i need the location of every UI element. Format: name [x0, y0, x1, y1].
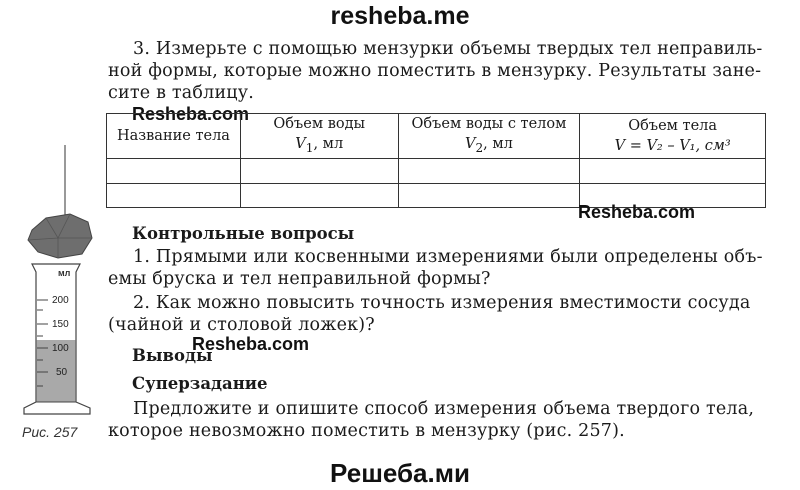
- tick-label: 150: [52, 319, 69, 330]
- watermark-2: Resheba.com: [578, 202, 696, 222]
- conclusions-heading: Выводы: [132, 346, 213, 365]
- table-cell[interactable]: [240, 183, 398, 208]
- table-cell[interactable]: [398, 183, 580, 208]
- super-task-line-1: Предложите и опишите способ измерения объема твердого тела,: [133, 399, 755, 419]
- question-2-line-1: 2. Как можно повысить точность измерения вместимости сосуда: [133, 293, 751, 313]
- question-2-line-2: (чайной и столовой ложек)?: [108, 315, 375, 335]
- control-heading: Контрольные вопросы: [132, 224, 355, 243]
- header-body-volume: Объем тела V = V₂ – V₁, см³: [580, 114, 766, 159]
- task-line-1: 3. Измерьте с помощью мензурки объемы твердых тел неправиль-: [133, 39, 763, 59]
- header-water-volume: Объем воды $V_1$, мл: [240, 114, 398, 159]
- site-title-top: resheba.me: [330, 2, 470, 30]
- results-table: [106, 113, 766, 208]
- tick-label: 50: [56, 367, 68, 378]
- tick-label: 100: [52, 343, 69, 354]
- header-water-with-body: Объем воды с телом $V_2$, мл: [398, 114, 580, 159]
- tick-label: 200: [52, 295, 69, 306]
- watermark-3: Resheba.com: [192, 334, 310, 354]
- table-cell[interactable]: [580, 159, 766, 184]
- super-task-heading: Суперзадание: [132, 374, 268, 393]
- question-1-line-1: 1. Прямыми или косвенными измерениями были определены объ-: [133, 247, 763, 267]
- table-cell[interactable]: [107, 159, 241, 184]
- header-body-name: Название тела: [107, 114, 241, 159]
- table-header-row: [107, 114, 766, 159]
- task-line-3: сите в таблицу.: [108, 83, 255, 103]
- table-row: [107, 159, 766, 184]
- watermark-1: Resheba.com: [132, 104, 250, 124]
- figure-measuring-cylinder: [18, 140, 108, 420]
- table-cell[interactable]: [240, 159, 398, 184]
- super-task-line-2: которое невозможно поместить в мензурку (рис. 257).: [108, 421, 625, 441]
- table-cell[interactable]: [107, 183, 241, 208]
- table-cell[interactable]: [398, 159, 580, 184]
- site-title-bottom: Решеба.ми: [330, 458, 470, 488]
- stone-icon: [28, 214, 92, 258]
- figure-caption: Рис. 257: [22, 424, 78, 440]
- question-1-line-2: емы бруска и тел неправильной формы?: [108, 269, 491, 289]
- task-line-2: ной формы, которые можно поместить в мензурку. Результаты зане-: [108, 61, 762, 81]
- unit-label: мл: [58, 268, 71, 278]
